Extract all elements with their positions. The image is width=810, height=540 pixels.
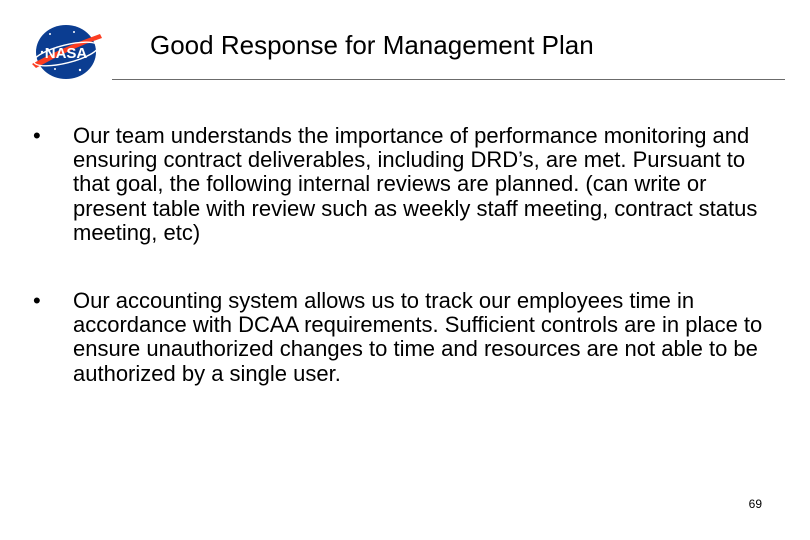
page-number: 69 xyxy=(748,497,762,511)
bullet-list xyxy=(33,124,773,386)
list-item xyxy=(33,124,773,245)
title-divider xyxy=(112,79,785,80)
list-item xyxy=(33,289,773,386)
bullet-text: Our accounting system allows us to track our employees time in accordance with DCAA requirements. Sufficient controls are in place to ensure unauthorized changes to time and resources are not able to be authorized by a single user. xyxy=(73,288,763,386)
bullet-marker: • xyxy=(33,288,41,314)
bullet-marker: • xyxy=(33,123,41,148)
logo-wordmark: NASA xyxy=(44,45,88,62)
page-title: Good Response for Management Plan xyxy=(150,30,594,60)
nasa-logo xyxy=(28,20,104,84)
bullet-text: Our team understands the importance of performance monitoring and ensuring contract deliverables, including DRD’s, are met. Pursuant to that goal, the following internal reviews are planned. (can write or present table with review such as weekly staff meeting, contract status meeting, etc) xyxy=(73,123,758,245)
